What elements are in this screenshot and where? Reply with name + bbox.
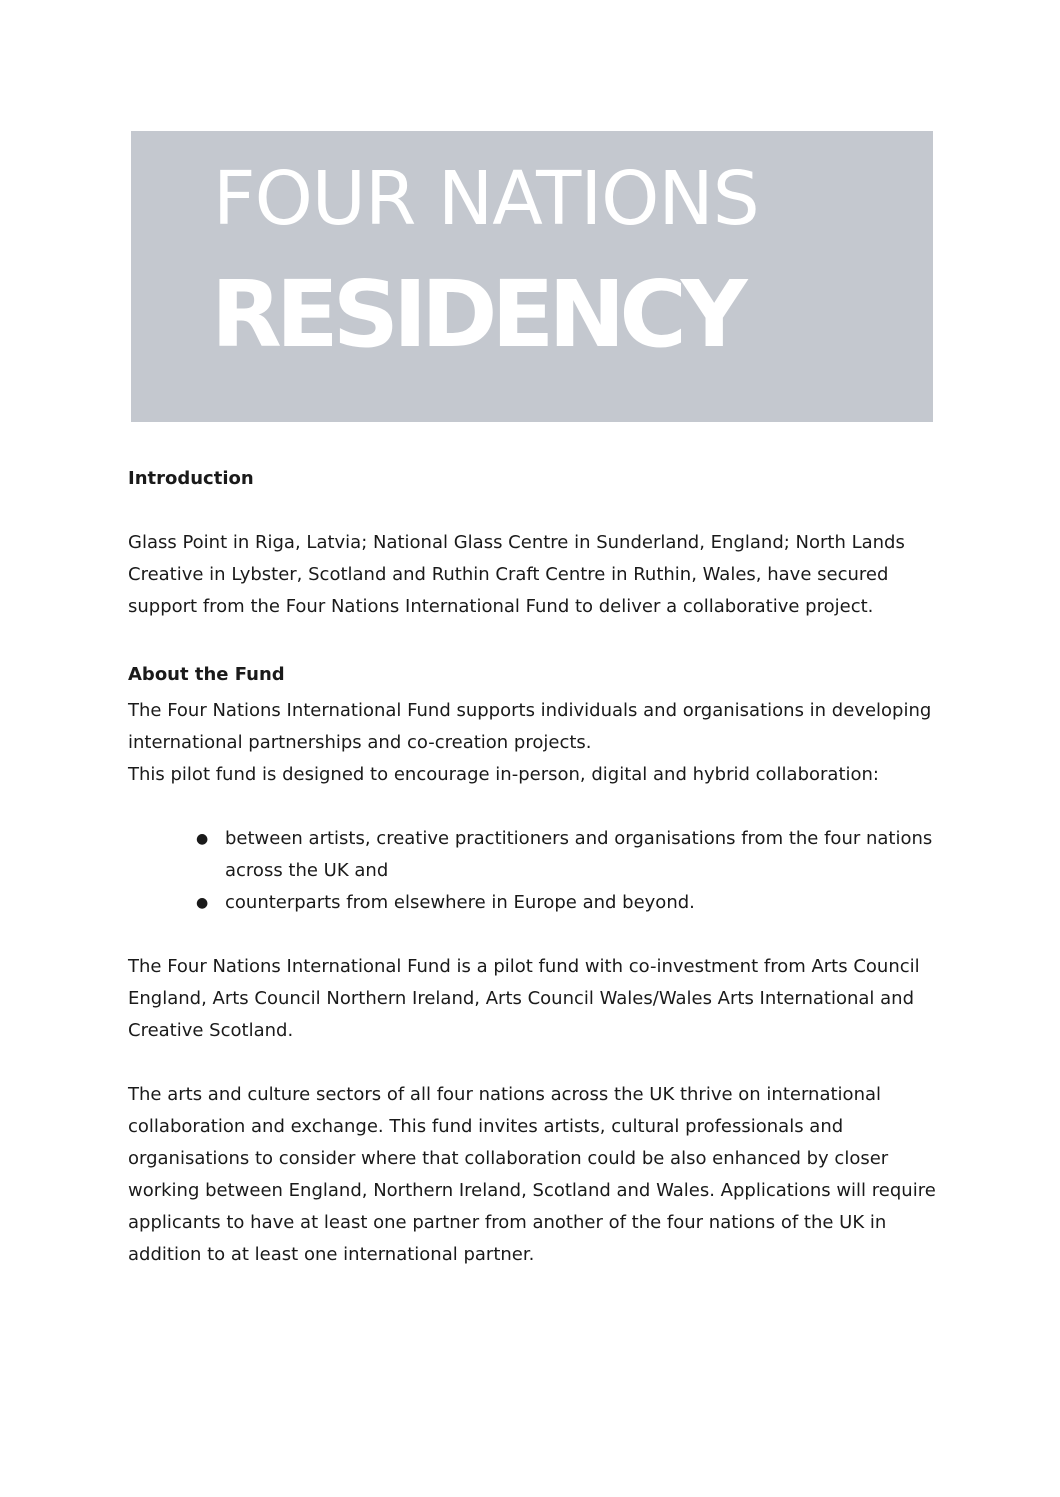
about-fund-heading: About the Fund (128, 664, 285, 685)
bullet-text-1: between artists, creative practitioners and organisations from the four nations across the UK and (225, 828, 933, 881)
introduction-paragraph: Glass Point in Riga, Latvia; National Glass Centre in Sunderland, England; North Lands Creative in Lybster, Scotland and Ruthin Craft Centre in Ruthin, Wales, have secured support from the Four Nations International Fund to deliver a collaborative project. (128, 532, 905, 617)
bullet-dot-icon: ● (196, 831, 209, 847)
about-paragraph-2: This pilot fund is designed to encourage in-person, digital and hybrid collaboration: (128, 764, 879, 785)
banner-title-line1: FOUR NATIONS (213, 156, 759, 242)
bullet-item-2 (128, 887, 938, 919)
bullet-text-2: counterparts from elsewhere in Europe and beyond. (225, 892, 695, 913)
title-banner (131, 131, 933, 422)
introduction-heading: Introduction (128, 468, 254, 489)
about-paragraph-4: The arts and culture sectors of all four nations across the UK thrive on international collaboration and exchange. This fund invites artists, cultural professionals and organisations to consider where that collaboration could be also enhanced by closer working between England, Northern Ireland, Scotland and Wales. Applications will require applicants to have at least one partner from another of the four nations of the UK in addition to at least one international partner. (128, 1084, 936, 1265)
bullet-item-1 (128, 823, 938, 887)
collaboration-bullet-list (128, 823, 938, 919)
about-paragraph-1: The Four Nations International Fund supports individuals and organisations in developing international partnerships and co-creation projects. (128, 700, 932, 753)
bullet-dot-icon: ● (196, 895, 209, 911)
about-paragraph-3: The Four Nations International Fund is a pilot fund with co-investment from Arts Council England, Arts Council Northern Ireland, Arts Council Wales/Wales Arts International and Creative Scotland. (128, 956, 920, 1041)
document-body (128, 463, 938, 1271)
banner-title-line2: RESIDENCY (211, 261, 742, 368)
